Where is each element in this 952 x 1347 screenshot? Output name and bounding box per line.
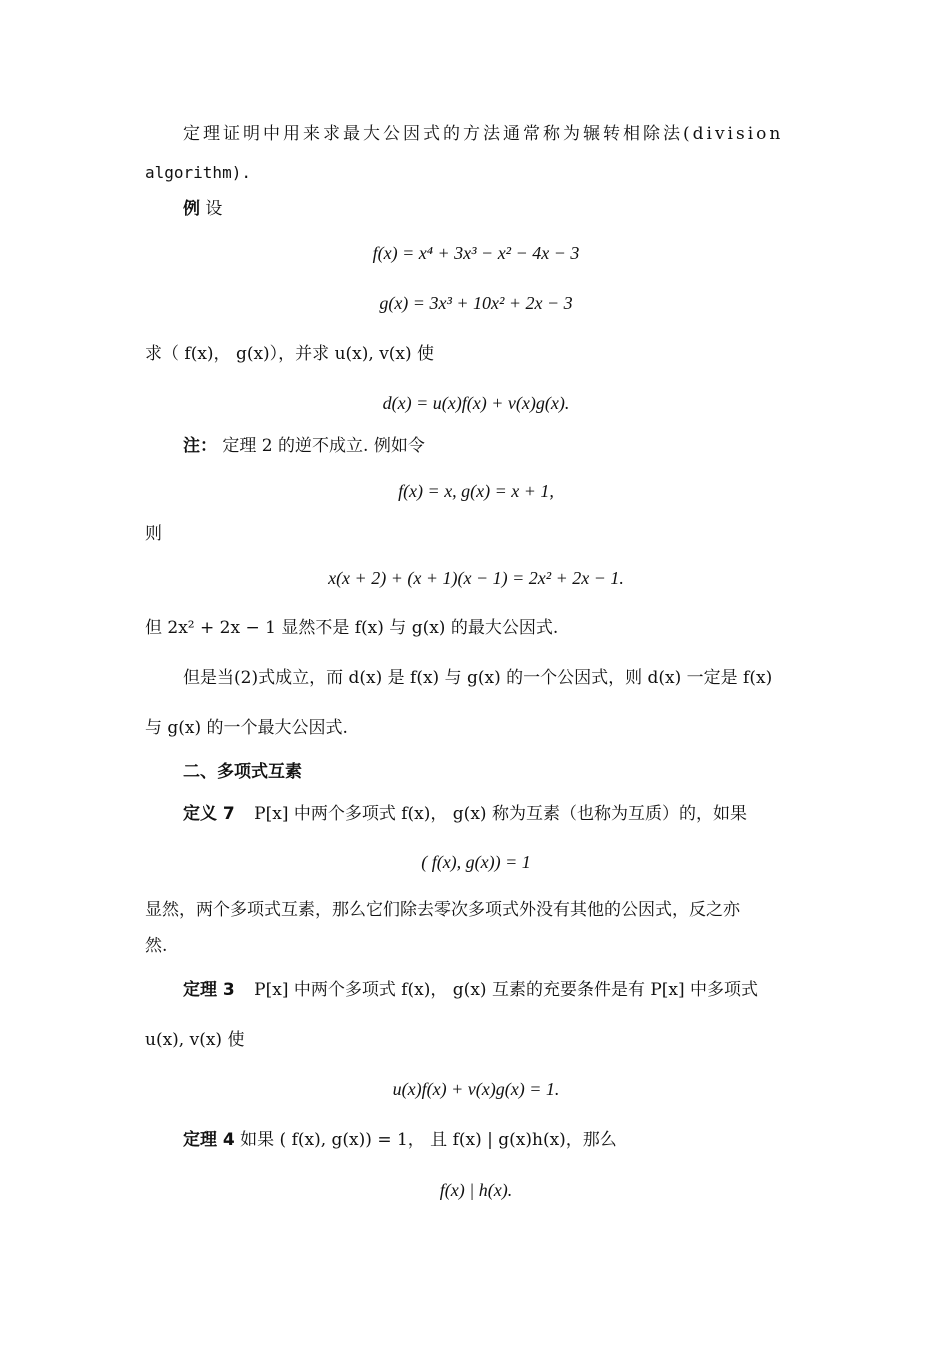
example-text: 设: [205, 199, 223, 219]
paragraph-line: 则: [145, 524, 162, 544]
equation-fg: f(x) = x, g(x) = x + 1,: [398, 481, 554, 501]
paragraph-line: 定理证明中用来求最大公因式的方法通常称为辗转相除法(division: [183, 124, 784, 144]
paragraph-line: 显然，两个多项式互素，那么它们除去零次多项式外没有其他的公因式，反之亦: [145, 900, 740, 920]
equation-x: x(x + 2) + (x + 1)(x − 1) = 2x² + 2x − 1.: [328, 568, 624, 588]
section-title: 二、多项式互素: [183, 762, 302, 782]
theorem-label: 定理 3: [183, 980, 235, 1000]
note-line: [183, 434, 425, 458]
example-label: 例: [183, 199, 200, 219]
theorem-4: [183, 1128, 617, 1152]
paragraph-line: 但 2x² + 2x − 1 显然不是 f(x) 与 g(x) 的最大公因式.: [145, 618, 559, 638]
definition-text: P[x] 中两个多项式 f(x)， g(x) 称为互素（也称为互质）的，如果: [254, 804, 747, 824]
paragraph-line: u(x), v(x) 使: [145, 1030, 245, 1050]
paragraph-line: 但是当(2)式成立，而 d(x) 是 f(x) 与 g(x) 的一个公因式，则 d(x) 一定是 f(x): [183, 668, 773, 688]
equation-f: f(x) = x⁴ + 3x³ − x² − 4x − 3: [372, 243, 580, 263]
paragraph-line: 与 g(x) 的一个最大公因式.: [145, 718, 348, 738]
definition-label: 定义 7: [183, 804, 235, 824]
note-label: 注：: [183, 436, 217, 456]
theorem-text: 如果 ( f(x), g(x)) = 1， 且 f(x) | g(x)h(x)，那么: [240, 1130, 617, 1150]
theorem-3: [183, 978, 758, 1002]
equation-d: d(x) = u(x)f(x) + v(x)g(x).: [382, 393, 570, 413]
equation-coprime: ( f(x), g(x)) = 1: [421, 852, 531, 872]
note-text: 定理 2 的逆不成立. 例如令: [222, 436, 425, 456]
theorem-label: 定理 4: [183, 1130, 235, 1150]
paragraph-line: 然.: [145, 936, 168, 956]
example-heading: [183, 197, 222, 221]
theorem-text: P[x] 中两个多项式 f(x)， g(x) 互素的充要条件是有 P[x] 中多项式: [254, 980, 759, 1000]
equation-g: g(x) = 3x³ + 10x² + 2x − 3: [379, 293, 573, 313]
paragraph-line: algorithm).: [145, 163, 251, 182]
definition-7: [183, 802, 747, 826]
equation-div: f(x) | h(x).: [439, 1180, 513, 1200]
paragraph-line: 求（ f(x)， g(x)），并求 u(x), v(x) 使: [145, 344, 435, 364]
equation-uv: u(x)f(x) + v(x)g(x) = 1.: [392, 1079, 560, 1099]
